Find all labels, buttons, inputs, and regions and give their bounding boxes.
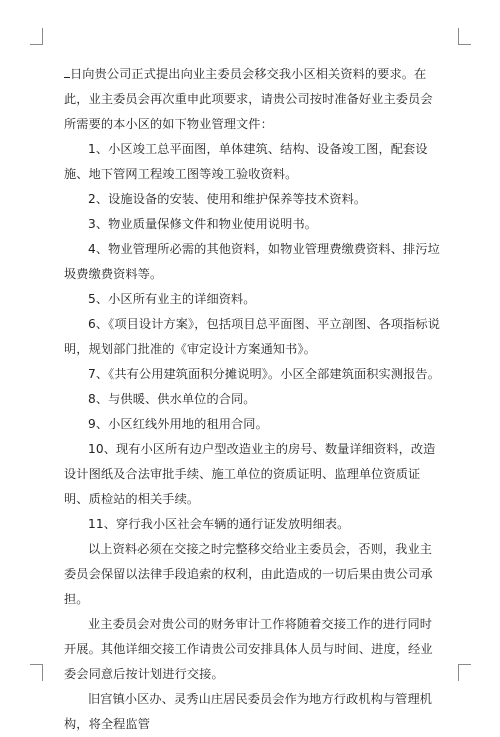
intro-text: 日向贵公司正式提出向业主委员会移交我小区相关资料的要求。在此，业主委员会再次重申此项要求，请贵公司按时准备好业主委员会所需要的本小区的如下物业管理文件：: [64, 67, 433, 131]
intro-paragraph: [64, 62, 444, 137]
list-item: 9、小区红线外用地的租用合同。: [88, 417, 268, 431]
list-item: 11、穿行我小区社会车辆的通行证发放明细表。: [88, 517, 350, 531]
list-item: 8、与供暖、供水单位的合同。: [88, 392, 256, 406]
crop-mark-bottom-right: [458, 664, 471, 681]
document-body: [64, 62, 444, 737]
list-item: 7、《共有公用建筑面积分摊说明》。小区全部建筑面积实测报告。: [88, 367, 440, 381]
closing-paragraph: 旧宫镇小区办、灵秀山庄居民委员会作为地方行政机构与管理机构，将全程监管: [64, 692, 433, 731]
crop-mark-top-right: [458, 28, 471, 45]
crop-mark-bottom-left: [30, 664, 43, 681]
list-item: 6、《项目设计方案》，包括项目总平面图、平立剖图、各项指标说明，规划部门批准的《审定设计方案通知书》。: [64, 317, 440, 356]
list-item: 4、物业管理所必需的其他资料，如物业管理费缴费资料、排污垃圾费缴费资料等。: [64, 242, 440, 281]
list-item: 1、小区竣工总平面图，单体建筑、结构、设备竣工图，配套设施、地下管网工程竣工图等竣工验收资料。: [64, 142, 428, 181]
list-item: 2、设施设备的安装、使用和维护保养等技术资料。: [88, 192, 367, 206]
list-item: 5、小区所有业主的详细资料。: [88, 292, 256, 306]
closing-paragraph: 以上资料必须在交接之时完整移交给业主委员会，否则，我业主委员会保留以法律手段追索的权利，由此造成的一切后果由贵公司承担。: [64, 542, 433, 606]
list-item: 3、物业质量保修文件和物业使用说明书。: [88, 217, 318, 231]
closing-paragraph: 业主委员会对贵公司的财务审计工作将随着交接工作的进行同时开展。其他详细交接工作请贵公司安排具体人员与时间、进度，经业委会同意后按计划进行交接。: [64, 617, 433, 681]
crop-mark-top-left: [30, 28, 43, 45]
list-item: 10、现有小区所有边户型改造业主的房号、数量详细资料，改造设计图纸及合法审批手续、施工单位的资质证明、监理单位资质证明、质检站的相关手续。: [64, 442, 436, 506]
